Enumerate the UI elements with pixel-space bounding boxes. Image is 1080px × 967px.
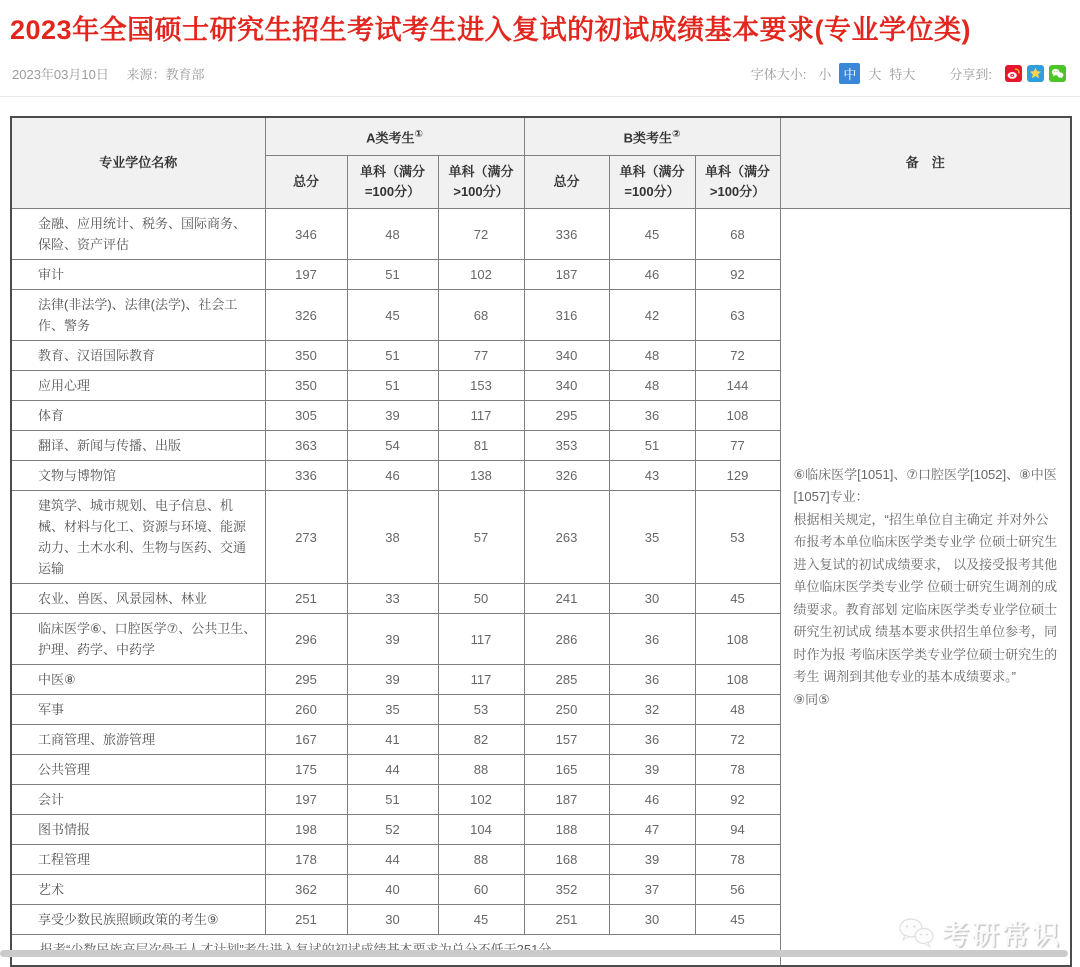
score-cell: 36 [609, 614, 695, 665]
group-a-label: A类考生 [366, 130, 415, 146]
col-header-a-single-gt100: 单科（满分>100分） [438, 156, 524, 209]
score-cell: 60 [438, 875, 524, 905]
font-size-label: 字体大小: [750, 67, 807, 82]
score-cell: 286 [524, 614, 609, 665]
score-cell: 39 [347, 665, 438, 695]
watermark-logo [896, 913, 1062, 952]
score-cell: 32 [609, 695, 695, 725]
major-name-cell: 临床医学⑥、口腔医学⑦、公共卫生、护理、药学、中药学 [11, 614, 265, 665]
col-header-group-a [265, 117, 524, 156]
score-cell: 30 [609, 584, 695, 614]
score-cell: 40 [347, 875, 438, 905]
score-cell: 72 [695, 725, 780, 755]
score-cell: 250 [524, 695, 609, 725]
major-name-cell: 体育 [11, 401, 265, 431]
score-cell: 108 [695, 614, 780, 665]
score-cell: 326 [265, 290, 347, 341]
col-header-group-b [524, 117, 780, 156]
major-name-cell: 享受少数民族照顾政策的考生⑨ [11, 905, 265, 935]
score-cell: 198 [265, 815, 347, 845]
score-cell: 251 [265, 905, 347, 935]
score-cell: 165 [524, 755, 609, 785]
score-cell: 285 [524, 665, 609, 695]
score-cell: 350 [265, 371, 347, 401]
score-cell: 251 [524, 905, 609, 935]
score-cell: 138 [438, 461, 524, 491]
wechat-icon[interactable] [1049, 65, 1066, 82]
font-size-medium[interactable]: 中 [839, 63, 860, 84]
major-name-cell: 应用心理 [11, 371, 265, 401]
score-cell: 50 [438, 584, 524, 614]
score-cell: 197 [265, 260, 347, 290]
major-name-cell: 审计 [11, 260, 265, 290]
score-cell: 33 [347, 584, 438, 614]
score-cell: 78 [695, 755, 780, 785]
score-cell: 92 [695, 260, 780, 290]
score-cell: 68 [438, 290, 524, 341]
score-cell: 88 [438, 845, 524, 875]
score-cell: 129 [695, 461, 780, 491]
score-cell: 45 [695, 584, 780, 614]
score-cell: 273 [265, 491, 347, 584]
col-header-remark: 备 注 [780, 117, 1071, 209]
remark-body: 根据相关规定，“招生单位自主确定 并对外公布报考本单位临床医学类专业学 位硕士研究生进入复试的初试成绩要求， 以及接受报考其他单位临床医学类专业学 位硕士研究生调剂的成绩要求。教育部划 定临床医学类专业学位硕士研究生初试成 绩基本要求供招生单位参考，同时作为报 考临床医学类专业学位硕士研究生的考生 调剂到其他专业的基本成绩要求。” [793, 511, 1058, 685]
score-cell: 72 [438, 209, 524, 260]
page-controls [751, 63, 1066, 84]
meta-row [0, 63, 1080, 97]
score-cell: 108 [695, 401, 780, 431]
score-cell: 35 [609, 491, 695, 584]
article-meta [12, 64, 218, 83]
font-size-large[interactable]: 大 [868, 67, 882, 82]
score-cell: 36 [609, 725, 695, 755]
score-cell: 352 [524, 875, 609, 905]
remark-tail: ⑨同⑤ [793, 691, 830, 707]
score-cell: 51 [347, 785, 438, 815]
score-cell: 187 [524, 785, 609, 815]
share-label: 分享到: [949, 67, 992, 82]
score-table-body [11, 209, 1071, 967]
score-cell: 39 [347, 614, 438, 665]
score-cell: 81 [438, 431, 524, 461]
major-name-cell: 法律(非法学)、法律(法学)、社会工作、警务 [11, 290, 265, 341]
page-title: 2023年全国硕士研究生招生考试考生进入复试的初试成绩基本要求(专业学位类) [10, 15, 972, 45]
major-name-cell: 公共管理 [11, 755, 265, 785]
score-cell: 296 [265, 614, 347, 665]
score-cell: 68 [695, 209, 780, 260]
score-cell: 78 [695, 845, 780, 875]
horizontal-scrollbar[interactable] [0, 950, 1068, 957]
score-cell: 167 [265, 725, 347, 755]
major-name-cell: 翻译、新闻与传播、出版 [11, 431, 265, 461]
score-cell: 340 [524, 341, 609, 371]
score-cell: 36 [609, 401, 695, 431]
score-cell: 82 [438, 725, 524, 755]
score-cell: 44 [347, 845, 438, 875]
score-cell: 88 [438, 755, 524, 785]
font-size-small[interactable]: 小 [818, 67, 832, 82]
score-cell: 45 [695, 905, 780, 935]
weibo-icon[interactable] [1005, 65, 1022, 82]
score-cell: 346 [265, 209, 347, 260]
score-cell: 263 [524, 491, 609, 584]
score-cell: 77 [438, 341, 524, 371]
score-cell: 353 [524, 431, 609, 461]
group-a-footnote: ① [414, 129, 423, 140]
group-b-footnote: ② [671, 129, 681, 140]
score-cell: 30 [609, 905, 695, 935]
score-cell: 39 [609, 755, 695, 785]
score-cell: 336 [265, 461, 347, 491]
score-cell: 117 [438, 614, 524, 665]
score-cell: 178 [265, 845, 347, 875]
score-cell: 326 [524, 461, 609, 491]
watermark-text: 考研常识 [942, 920, 1063, 951]
remark-text [794, 464, 1059, 712]
score-cell: 48 [609, 371, 695, 401]
score-cell: 144 [695, 371, 780, 401]
score-cell: 77 [695, 431, 780, 461]
major-name-cell: 建筑学、城市规划、电子信息、机械、材料与化工、资源与环境、能源动力、土木水利、生物与医药、交通运输 [11, 491, 265, 584]
score-cell: 340 [524, 371, 609, 401]
score-cell: 362 [265, 875, 347, 905]
remark-cell [780, 209, 1071, 967]
col-header-a-total: 总分 [265, 156, 347, 209]
font-size-xlarge[interactable]: 特大 [889, 67, 916, 82]
score-cell: 197 [265, 785, 347, 815]
score-cell: 51 [347, 341, 438, 371]
score-cell: 94 [695, 815, 780, 845]
score-cell: 48 [347, 209, 438, 260]
score-cell: 363 [265, 431, 347, 461]
score-cell: 39 [347, 401, 438, 431]
publish-date: 2023年03月10日 [12, 67, 109, 82]
score-cell: 45 [438, 905, 524, 935]
remark-heading: ⑥临床医学[1051]、⑦口腔医学[1052]、⑧中医[1057]专业： [793, 466, 1057, 505]
score-cell: 316 [524, 290, 609, 341]
col-header-b-single-eq100: 单科（满分=100分） [609, 156, 695, 209]
score-cell: 241 [524, 584, 609, 614]
score-cell: 260 [265, 695, 347, 725]
score-cell: 39 [609, 845, 695, 875]
major-name-cell: 金融、应用统计、税务、国际商务、保险、资产评估 [11, 209, 265, 260]
score-cell: 30 [347, 905, 438, 935]
score-cell: 45 [609, 209, 695, 260]
major-name-cell: 会计 [11, 785, 265, 815]
score-cell: 53 [438, 695, 524, 725]
major-name-cell: 教育、汉语国际教育 [11, 341, 265, 371]
major-name-cell: 文物与博物馆 [11, 461, 265, 491]
score-cell: 305 [265, 401, 347, 431]
score-cell: 336 [524, 209, 609, 260]
score-cell: 41 [347, 725, 438, 755]
score-cell: 72 [695, 341, 780, 371]
score-cell: 187 [524, 260, 609, 290]
score-cell: 35 [347, 695, 438, 725]
col-header-a-single-eq100: 单科（满分=100分） [347, 156, 438, 209]
score-table-head [11, 117, 1071, 209]
score-cell: 53 [695, 491, 780, 584]
major-name-cell: 工程管理 [11, 845, 265, 875]
score-cell: 108 [695, 665, 780, 695]
score-cell: 104 [438, 815, 524, 845]
score-cell: 251 [265, 584, 347, 614]
col-header-major: 专业学位名称 [11, 117, 265, 209]
score-cell: 92 [695, 785, 780, 815]
score-cell: 295 [524, 401, 609, 431]
major-name-cell: 艺术 [11, 875, 265, 905]
score-cell: 47 [609, 815, 695, 845]
score-cell: 56 [695, 875, 780, 905]
score-cell: 37 [609, 875, 695, 905]
score-cell: 153 [438, 371, 524, 401]
score-cell: 168 [524, 845, 609, 875]
major-name-cell: 农业、兽医、风景园林、林业 [11, 584, 265, 614]
score-table [10, 116, 1072, 967]
col-header-b-single-gt100: 单科（满分>100分） [695, 156, 780, 209]
major-name-cell: 图书情报 [11, 815, 265, 845]
major-name-cell: 中医⑧ [11, 665, 265, 695]
score-cell: 46 [609, 260, 695, 290]
score-cell: 54 [347, 431, 438, 461]
score-cell: 42 [609, 290, 695, 341]
source-label: 来源：教育部 [126, 67, 205, 82]
score-cell: 117 [438, 401, 524, 431]
score-cell: 52 [347, 815, 438, 845]
score-cell: 102 [438, 260, 524, 290]
score-cell: 51 [609, 431, 695, 461]
score-cell: 38 [347, 491, 438, 584]
score-cell: 44 [347, 755, 438, 785]
score-cell: 46 [347, 461, 438, 491]
score-cell: 43 [609, 461, 695, 491]
score-cell: 51 [347, 371, 438, 401]
col-header-b-total: 总分 [524, 156, 609, 209]
score-cell: 295 [265, 665, 347, 695]
score-cell: 117 [438, 665, 524, 695]
score-cell: 157 [524, 725, 609, 755]
score-cell: 175 [265, 755, 347, 785]
table-row [11, 209, 1071, 260]
score-cell: 36 [609, 665, 695, 695]
major-name-cell: 工商管理、旅游管理 [11, 725, 265, 755]
score-cell: 350 [265, 341, 347, 371]
score-cell: 57 [438, 491, 524, 584]
score-cell: 46 [609, 785, 695, 815]
score-cell: 48 [695, 695, 780, 725]
score-cell: 102 [438, 785, 524, 815]
group-b-label: B类考生 [623, 130, 672, 146]
qzone-icon[interactable] [1027, 65, 1044, 82]
score-cell: 63 [695, 290, 780, 341]
score-cell: 48 [609, 341, 695, 371]
score-cell: 45 [347, 290, 438, 341]
score-cell: 51 [347, 260, 438, 290]
major-name-cell: 军事 [11, 695, 265, 725]
score-cell: 188 [524, 815, 609, 845]
